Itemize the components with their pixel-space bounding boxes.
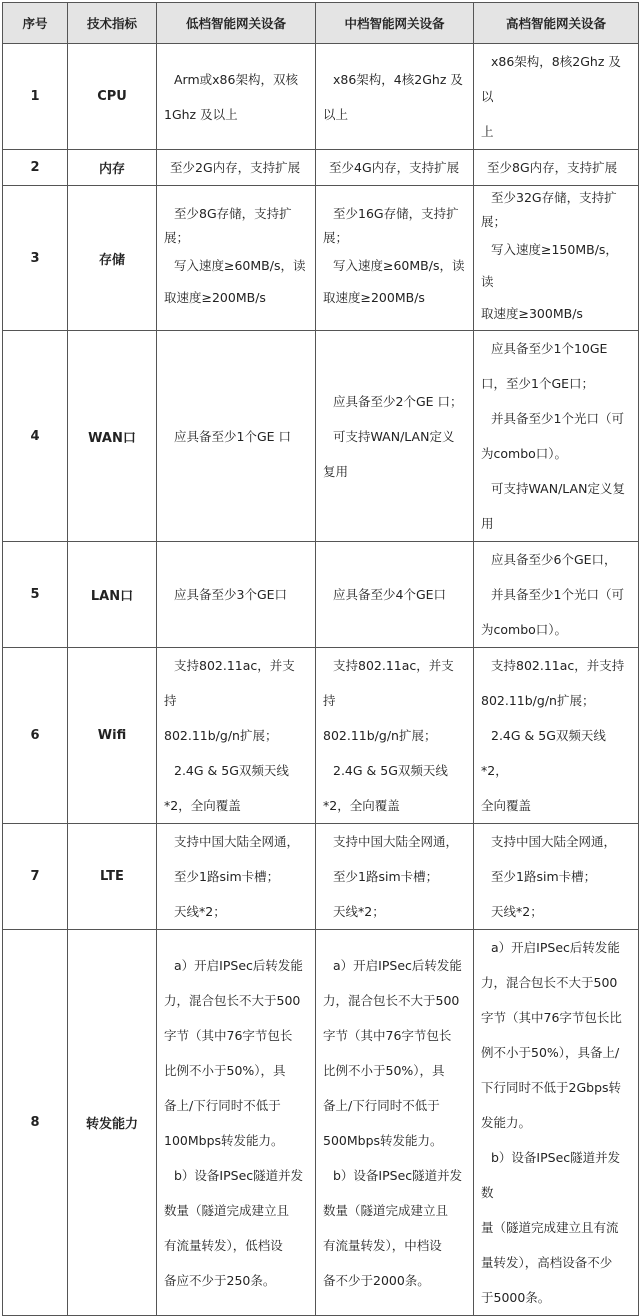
table-row xyxy=(3,824,639,930)
cell-line: 500Mbps转发能力。 xyxy=(323,1132,443,1148)
cell-line: 备上/下行同时不低于 xyxy=(323,1097,440,1113)
cell-line: 至少8G内存，支持扩展 xyxy=(487,160,618,175)
cell-line: 字节（其中76字节包长 xyxy=(164,1027,293,1043)
cell-line: 数量（隧道完成建立且 xyxy=(323,1202,449,1218)
cell-line: 下行同时不低于2Gbps转 xyxy=(481,1080,622,1095)
cell-line: 802.11b/g/n扩展； xyxy=(323,728,437,743)
cell-line: 可支持WAN/LAN定义 xyxy=(333,428,455,444)
cell-line: 量转发），高档设备不少 xyxy=(481,1255,613,1270)
high-tier-cell xyxy=(474,930,639,1316)
cell-line: 支持802.11ac，并支持 xyxy=(491,658,625,673)
mid-tier-cell xyxy=(316,824,474,930)
mid-tier-cell xyxy=(316,331,474,542)
row-number: 6 xyxy=(3,648,68,824)
high-tier-cell xyxy=(474,824,639,930)
cell-line: 于5000条。 xyxy=(481,1290,551,1305)
cell-line: x86架构，4核2Ghz 及 xyxy=(333,71,463,87)
cell-line: 2.4G & 5G双频天线 xyxy=(333,763,448,778)
header-low: 低档智能网关设备 xyxy=(157,3,316,44)
cell-line: 有流量转发），低档设 xyxy=(164,1237,283,1253)
cell-line: 应具备至少1个10GE xyxy=(491,341,608,356)
cell-line: 1Ghz 及以上 xyxy=(164,106,238,122)
cell-line: 并具备至少1个光口（可 xyxy=(491,411,624,426)
low-tier-cell xyxy=(157,824,316,930)
row-number: 2 xyxy=(3,150,68,186)
metric-name: 内存 xyxy=(68,150,157,186)
table-row xyxy=(3,648,639,824)
cell-line: 写入速度≥60MB/s，读 xyxy=(174,258,306,273)
cell-line: 取速度≥200MB/s xyxy=(164,290,266,305)
cell-line: 力，混合包长不大于500 xyxy=(323,992,460,1008)
cell-line: 备应不少于250条。 xyxy=(164,1272,276,1288)
cell-line: 用 xyxy=(481,516,494,531)
row-number: 5 xyxy=(3,542,68,648)
high-tier-cell xyxy=(474,44,639,150)
cell-line: 支持802.11ac，并支持 xyxy=(323,658,454,708)
cell-line: 应具备至少1个GE 口 xyxy=(174,428,292,444)
row-number: 4 xyxy=(3,331,68,542)
header-num: 序号 xyxy=(3,3,68,44)
row-number: 3 xyxy=(3,186,68,331)
table-row xyxy=(3,150,639,186)
cell-line: 量（隧道完成建立且有流 xyxy=(481,1220,619,1235)
cell-line: 为combo口）。 xyxy=(481,622,568,637)
mid-tier-cell xyxy=(316,44,474,150)
cell-line: 比例不小于50%），具 xyxy=(164,1062,286,1078)
cell-line: b）设备IPSec隧道并发 xyxy=(174,1167,304,1183)
cell-line: *2，全向覆盖 xyxy=(323,798,400,813)
mid-tier-cell xyxy=(316,648,474,824)
cell-line: 应具备至少4个GE口 xyxy=(333,587,447,602)
cell-line: 天线*2； xyxy=(491,904,543,919)
row-number: 7 xyxy=(3,824,68,930)
cell-line: a）开启IPSec后转发能 xyxy=(333,957,462,973)
cell-line: 取速度≥300MB/s xyxy=(481,306,583,321)
cell-line: 写入速度≥60MB/s，读 xyxy=(333,258,465,273)
cell-line: 备上/下行同时不低于 xyxy=(164,1097,281,1113)
mid-tier-cell xyxy=(316,186,474,331)
cell-line: 可支持WAN/LAN定义复 xyxy=(491,481,625,496)
spec-table xyxy=(2,2,639,1316)
metric-name: 转发能力 xyxy=(68,930,157,1316)
cell-line: 展； xyxy=(481,214,507,229)
cell-line: 至少1路sim卡槽； xyxy=(333,869,439,884)
low-tier-cell xyxy=(157,331,316,542)
header-high: 高档智能网关设备 xyxy=(474,3,639,44)
cell-line: 并具备至少1个光口（可 xyxy=(491,587,624,602)
cell-line: Arm或x86架构，双核 xyxy=(174,71,298,87)
cell-line: 2.4G & 5G双频天线 xyxy=(174,763,289,778)
cell-line: *2，全向覆盖 xyxy=(164,798,241,813)
table-row xyxy=(3,930,639,1316)
cell-line: 取速度≥200MB/s xyxy=(323,290,425,305)
low-tier-cell xyxy=(157,930,316,1316)
cell-line: 支持中国大陆全网通， xyxy=(174,834,300,849)
cell-line: 802.11b/g/n扩展； xyxy=(164,728,278,743)
high-tier-cell xyxy=(474,542,639,648)
cell-line: 2.4G & 5G双频天线*2， xyxy=(481,728,606,778)
cell-line: 天线*2； xyxy=(174,904,226,919)
table-row xyxy=(3,331,639,542)
cell-line: 复用 xyxy=(323,463,349,479)
cell-line: x86架构，8核2Ghz 及以 xyxy=(481,54,621,104)
row-number: 8 xyxy=(3,930,68,1316)
cell-line: 以上 xyxy=(323,106,349,122)
cell-line: b）设备IPSec隧道并发 xyxy=(333,1167,463,1183)
cell-line: 字节（其中76字节包长比 xyxy=(481,1010,622,1025)
header-row xyxy=(3,3,639,44)
cell-line: 字节（其中76字节包长 xyxy=(323,1027,452,1043)
cell-line: 应具备至少2个GE 口； xyxy=(333,393,463,409)
cell-line: 备不少于2000条。 xyxy=(323,1272,430,1288)
cell-line: 发能力。 xyxy=(481,1115,532,1130)
low-tier-cell xyxy=(157,150,316,186)
metric-name: CPU xyxy=(68,44,157,150)
cell-line: 天线*2； xyxy=(333,904,385,919)
high-tier-cell xyxy=(474,331,639,542)
cell-line: 为combo口）。 xyxy=(481,446,568,461)
high-tier-cell xyxy=(474,150,639,186)
low-tier-cell xyxy=(157,542,316,648)
cell-line: 有流量转发），中档设 xyxy=(323,1237,442,1253)
cell-line: b）设备IPSec隧道并发数 xyxy=(481,1150,621,1200)
cell-line: 至少1路sim卡槽； xyxy=(491,869,597,884)
header-metric: 技术指标 xyxy=(68,3,157,44)
cell-line: 802.11b/g/n扩展； xyxy=(481,693,595,708)
cell-line: 展； xyxy=(323,230,349,245)
metric-name: Wifi xyxy=(68,648,157,824)
cell-line: 支持中国大陆全网通， xyxy=(491,834,617,849)
low-tier-cell xyxy=(157,648,316,824)
cell-line: 力，混合包长不大于500 xyxy=(481,975,618,990)
table-row xyxy=(3,44,639,150)
header-mid: 中档智能网关设备 xyxy=(316,3,474,44)
mid-tier-cell xyxy=(316,930,474,1316)
cell-line: 100Mbps转发能力。 xyxy=(164,1132,284,1148)
cell-line: 口，至少1个GE口； xyxy=(481,376,595,391)
cell-line: a）开启IPSec后转发能 xyxy=(491,940,620,955)
cell-line: 至少32G存储，支持扩 xyxy=(491,190,617,205)
metric-name: LAN口 xyxy=(68,542,157,648)
cell-line: 展； xyxy=(164,230,190,245)
cell-line: 例不小于50%），具备上/ xyxy=(481,1045,620,1060)
cell-line: 支持中国大陆全网通， xyxy=(333,834,459,849)
low-tier-cell xyxy=(157,44,316,150)
cell-line: 应具备至少3个GE口 xyxy=(174,587,288,602)
cell-line: 数量（隧道完成建立且 xyxy=(164,1202,290,1218)
cell-line: 至少4G内存，支持扩展 xyxy=(329,160,460,175)
cell-line: 比例不小于50%），具 xyxy=(323,1062,445,1078)
metric-name: 存储 xyxy=(68,186,157,331)
cell-line: 全向覆盖 xyxy=(481,798,532,813)
table-row xyxy=(3,542,639,648)
mid-tier-cell xyxy=(316,150,474,186)
high-tier-cell xyxy=(474,648,639,824)
cell-line: a）开启IPSec后转发能 xyxy=(174,957,303,973)
table-row xyxy=(3,186,639,331)
cell-line: 至少2G内存，支持扩展 xyxy=(170,160,301,175)
cell-line: 支持802.11ac，并支持 xyxy=(164,658,295,708)
row-number: 1 xyxy=(3,44,68,150)
high-tier-cell xyxy=(474,186,639,331)
cell-line: 至少16G存储，支持扩 xyxy=(333,206,459,221)
low-tier-cell xyxy=(157,186,316,331)
cell-line: 至少1路sim卡槽； xyxy=(174,869,280,884)
metric-name: LTE xyxy=(68,824,157,930)
cell-line: 应具备至少6个GE口， xyxy=(491,552,617,567)
cell-line: 力，混合包长不大于500 xyxy=(164,992,301,1008)
cell-line: 写入速度≥150MB/s，读 xyxy=(481,242,618,289)
cell-line: 上 xyxy=(481,124,494,139)
metric-name: WAN口 xyxy=(68,331,157,542)
mid-tier-cell xyxy=(316,542,474,648)
cell-line: 至少8G存储，支持扩 xyxy=(174,206,292,221)
